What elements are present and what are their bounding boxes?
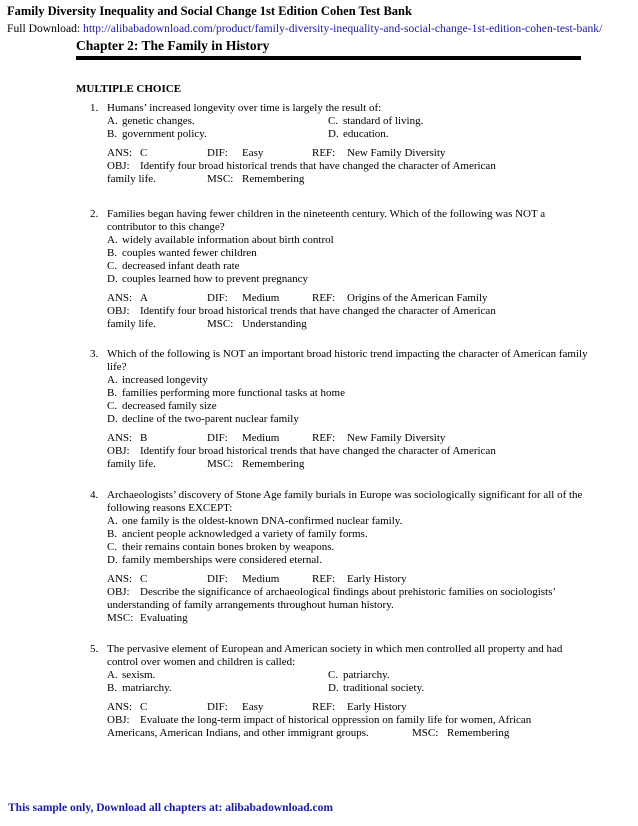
document-header-title: Family Diversity Inequality and Social Change 1st Edition Cohen Test Bank (7, 4, 412, 18)
dif-label: DIF: (207, 292, 228, 304)
msc-label: MSC: (107, 612, 134, 624)
question-text: The pervasive element of European and American society in which men controlled all property and had control over women and children is called: (107, 643, 563, 668)
option-text: decline of the two-parent nuclear family (122, 413, 299, 425)
option-text: widely available information about birth control (122, 234, 334, 246)
obj-label: OBJ: (107, 305, 130, 317)
option-text: education. (343, 128, 389, 140)
obj-text: Evaluate the long-term impact of historical oppression on family life for women, African (140, 714, 532, 726)
obj-text: Describe the significance of archaeological findings about prehistoric families on sociologists’ (140, 586, 557, 598)
ref-value: Early History (347, 701, 407, 713)
option-text: ancient people acknowledged a variety of family forms. (122, 528, 368, 540)
dif-label: DIF: (207, 701, 228, 713)
answer-block (107, 147, 590, 186)
obj-text-cont: Americans, American Indians, and other immigrant groups. (107, 727, 369, 739)
ref-label: REF: (312, 292, 336, 304)
option-text: families performing more functional tasks at home (122, 387, 345, 399)
option-letter: B. (107, 247, 118, 259)
option-text: government policy. (122, 128, 207, 140)
option-text: matriarchy. (122, 682, 172, 694)
dif-label: DIF: (207, 432, 228, 444)
question-text: Archaeologists’ discovery of Stone Age family burials in Europe was sociologically significant for all of the following reasons EXCEPT: (107, 489, 583, 514)
option-letter: B. (107, 682, 118, 694)
ref-value: Origins of the American Family (347, 292, 488, 304)
obj-text-cont: understanding of family arrangements throughout human history. (107, 599, 394, 611)
ref-label: REF: (312, 432, 336, 444)
option-text: standard of living. (343, 115, 424, 127)
option-text: traditional society. (343, 682, 425, 694)
obj-label: OBJ: (107, 586, 130, 598)
option-text: couples learned how to prevent pregnancy (122, 273, 309, 285)
msc-value: Remembering (242, 458, 305, 470)
msc-value: Remembering (447, 727, 510, 739)
option-letter: C. (328, 115, 339, 127)
option-letter: D. (328, 128, 339, 140)
download-line (7, 22, 602, 35)
ref-label: REF: (312, 573, 336, 585)
question-5 (90, 643, 590, 740)
answer-block (107, 432, 590, 471)
download-label: Full Download: (7, 22, 84, 35)
option-text: family memberships were considered eternal. (122, 554, 323, 566)
option-letter: D. (107, 413, 118, 425)
dif-label: DIF: (207, 573, 228, 585)
question-number: 2. (90, 208, 99, 220)
ans-label: ANS: (107, 432, 133, 444)
dif-value: Medium (242, 432, 280, 444)
chapter-rule (76, 56, 581, 60)
option-letter: A. (107, 669, 118, 681)
ans-label: ANS: (107, 292, 133, 304)
option-letter: B. (107, 128, 118, 140)
ans-value: A (140, 292, 148, 304)
option-text: one family is the oldest-known DNA-confirmed nuclear family. (122, 515, 403, 527)
section-title: MULTIPLE CHOICE (76, 83, 182, 95)
obj-label: OBJ: (107, 714, 130, 726)
question-number: 1. (90, 102, 99, 114)
question-4 (90, 489, 590, 625)
option-letter: D. (107, 554, 118, 566)
option-letter: B. (107, 387, 118, 399)
dif-value: Easy (242, 701, 264, 713)
obj-text-cont: family life. (107, 173, 156, 185)
obj-text-cont: family life. (107, 318, 156, 330)
obj-text-cont: family life. (107, 458, 156, 470)
obj-label: OBJ: (107, 160, 130, 172)
ans-value: B (140, 432, 148, 444)
obj-text: Identify four broad historical trends that have changed the character of American (140, 445, 496, 457)
option-letter: D. (107, 273, 118, 285)
obj-text: Identify four broad historical trends that have changed the character of American (140, 305, 496, 317)
chapter-title: Chapter 2: The Family in History (76, 38, 270, 53)
question-2 (90, 208, 590, 331)
ref-value: New Family Diversity (347, 432, 446, 444)
ref-label: REF: (312, 701, 336, 713)
question-number: 3. (90, 348, 99, 360)
answer-block (107, 701, 590, 740)
question-text: Which of the following is NOT an important broad historic trend impacting the character of American family life? (107, 348, 588, 373)
msc-label: MSC: (207, 318, 234, 330)
option-text: their remains contain bones broken by weapons. (122, 541, 335, 553)
ans-value: C (140, 147, 148, 159)
option-letter: A. (107, 515, 118, 527)
msc-label: MSC: (207, 458, 234, 470)
option-letter: D. (328, 682, 339, 694)
option-letter: A. (107, 115, 118, 127)
option-letter: A. (107, 374, 118, 386)
option-letter: C. (107, 260, 118, 272)
question-1 (90, 102, 590, 186)
obj-label: OBJ: (107, 445, 130, 457)
question-text: Humans’ increased longevity over time is largely the result of: (107, 102, 382, 114)
option-text: couples wanted fewer children (122, 247, 257, 259)
answer-block (107, 573, 590, 625)
ans-label: ANS: (107, 147, 133, 159)
option-letter: C. (107, 400, 118, 412)
question-number: 5. (90, 643, 99, 655)
dif-value: Medium (242, 292, 280, 304)
msc-value: Remembering (242, 173, 305, 185)
ref-value: New Family Diversity (347, 147, 446, 159)
ans-value: C (140, 701, 148, 713)
question-number: 4. (90, 489, 99, 501)
option-text: genetic changes. (122, 115, 195, 127)
ans-label: ANS: (107, 573, 133, 585)
msc-label: MSC: (412, 727, 439, 739)
answer-block (107, 292, 590, 331)
option-text: increased longevity (122, 374, 208, 386)
dif-value: Medium (242, 573, 280, 585)
download-link[interactable]: http://alibabadownload.com/product/family-diversity-inequality-and-social-change-1st-edition-cohen-test-bank/ (83, 22, 603, 35)
dif-value: Easy (242, 147, 264, 159)
ref-value: Early History (347, 573, 407, 585)
msc-value: Evaluating (140, 612, 188, 624)
obj-text: Identify four broad historical trends that have changed the character of American (140, 160, 496, 172)
ans-label: ANS: (107, 701, 133, 713)
option-text: decreased family size (122, 400, 217, 412)
option-letter: C. (107, 541, 118, 553)
option-text: decreased infant death rate (122, 260, 240, 272)
msc-value: Understanding (242, 318, 307, 330)
option-text: patriarchy. (343, 669, 390, 681)
question-3 (90, 348, 590, 471)
option-letter: B. (107, 528, 118, 540)
ans-value: C (140, 573, 148, 585)
msc-label: MSC: (207, 173, 234, 185)
option-letter: C. (328, 669, 339, 681)
question-text: Families began having fewer children in the nineteenth century. Which of the following was NOT a contributor to this change? (107, 208, 546, 233)
dif-label: DIF: (207, 147, 228, 159)
footer-download-note[interactable]: This sample only, Download all chapters at: alibabadownload.com (8, 802, 333, 814)
ref-label: REF: (312, 147, 336, 159)
option-text: sexism. (122, 669, 156, 681)
option-letter: A. (107, 234, 118, 246)
